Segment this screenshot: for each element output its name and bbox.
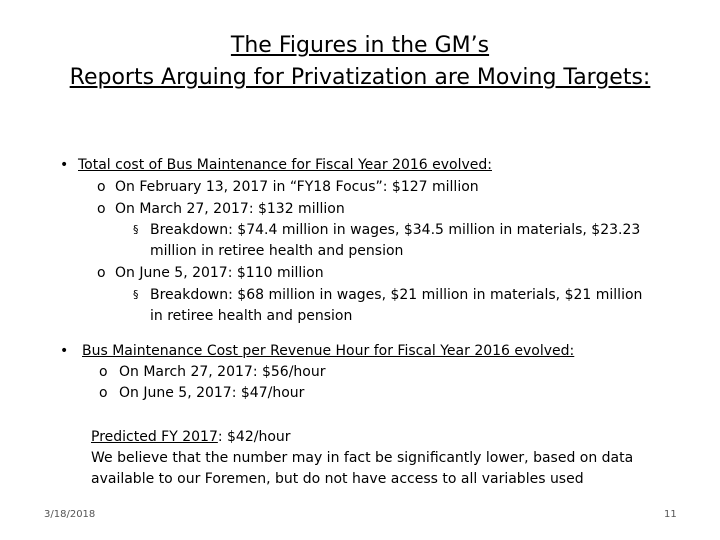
prediction-line	[91, 427, 291, 447]
sub-bullet-marker: o	[97, 265, 106, 281]
section-marker: §	[133, 288, 139, 301]
section-1-item-2-breakdown-2: million in retiree health and pension	[150, 243, 404, 259]
section-marker: §	[133, 223, 139, 236]
footer-date: 3/18/2018	[44, 509, 96, 520]
section-1-item-2: On March 27, 2017: $132 million	[115, 201, 345, 217]
section-2-heading: Bus Maintenance Cost per Revenue Hour for Fiscal Year 2016 evolved:	[82, 343, 575, 359]
section-2-item-2: On June 5, 2017: $47/hour	[119, 385, 305, 401]
section-2-item-1: On March 27, 2017: $56/hour	[119, 364, 326, 380]
slide-title-line-1: The Figures in the GM’s	[230, 33, 490, 58]
section-1-item-3: On June 5, 2017: $110 million	[115, 265, 324, 281]
slide-title	[0, 30, 720, 94]
section-1-heading: Total cost of Bus Maintenance for Fiscal Year 2016 evolved:	[78, 157, 492, 173]
section-1-item-1: On February 13, 2017 in “FY18 Focus”: $127 million	[115, 179, 479, 195]
section-1-item-3-breakdown-1: Breakdown: $68 million in wages, $21 million in materials, $21 million	[150, 287, 643, 303]
sub-bullet-marker: o	[97, 179, 106, 195]
section-1-item-3-breakdown-2: in retiree health and pension	[150, 308, 353, 324]
slide-title-line-2: Reports Arguing for Privatization are Moving Targets:	[69, 65, 651, 90]
prediction-note-2: available to our Foremen, but do not have access to all variables used	[91, 471, 584, 487]
prediction-note-1: We believe that the number may in fact be significantly lower, based on data	[91, 450, 634, 466]
prediction-label: Predicted FY 2017	[91, 429, 218, 445]
sub-bullet-marker: o	[99, 385, 108, 401]
sub-bullet-marker: o	[97, 201, 106, 217]
bullet-marker: •	[60, 157, 69, 173]
bullet-marker: •	[60, 343, 69, 359]
sub-bullet-marker: o	[99, 364, 108, 380]
prediction-value: : $42/hour	[217, 429, 291, 445]
footer-page-number: 11	[664, 509, 677, 520]
section-1-item-2-breakdown-1: Breakdown: $74.4 million in wages, $34.5 million in materials, $23.23	[150, 222, 641, 238]
